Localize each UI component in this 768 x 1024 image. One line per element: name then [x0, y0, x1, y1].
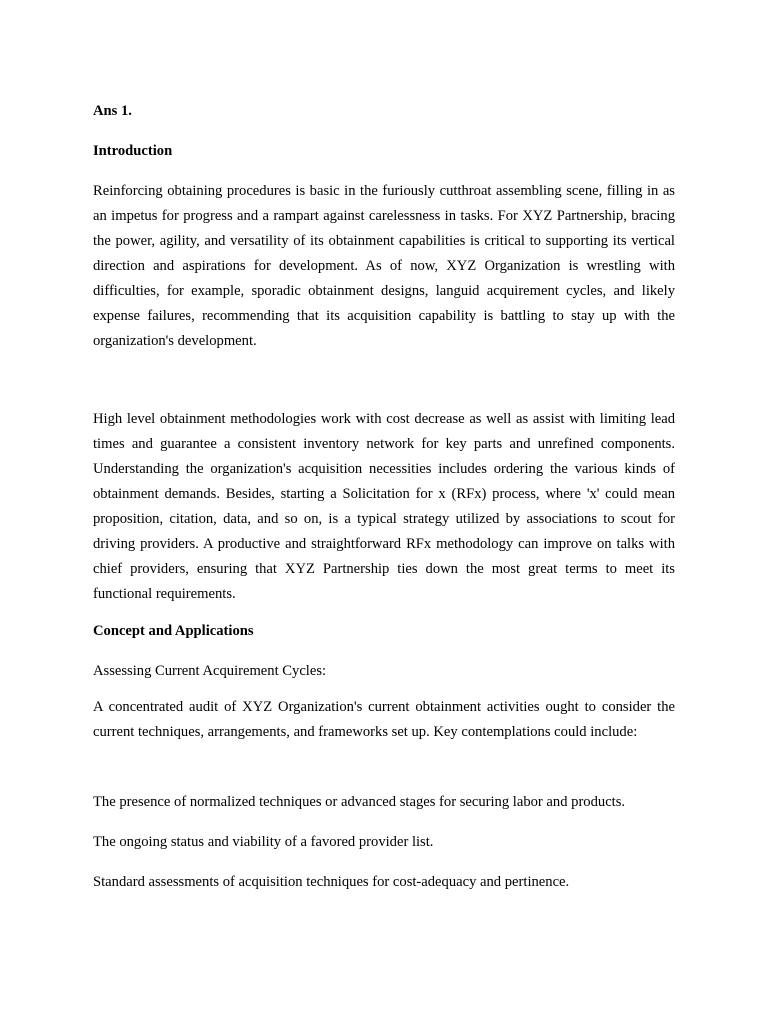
- consideration-item-1: The presence of normalized techniques or advanced stages for securing labor and products.: [93, 794, 626, 810]
- consideration-item-3: Standard assessments of acquisition techniques for cost-adequacy and pertinence.: [93, 874, 570, 890]
- introduction-heading: Introduction: [93, 143, 173, 159]
- concept-heading: Concept and Applications: [93, 623, 254, 639]
- intro-paragraph-1: Reinforcing obtaining procedures is basic in the furiously cutthroat assembling scene, filling in as an impetus for progress and a rampart against carelessness in tasks. For XYZ Partnership, bracing the power, agility, and versatility of its obtainment capabilities is critical to supporting its vertical direction and aspirations for development. As of now, XYZ Organization is wrestling with difficulties, for example, sporadic obtainment designs, languid acquirement cycles, and likely expense failures, recommending that its acquisition capability is battling to stay up with the organization's development.: [93, 183, 675, 349]
- audit-paragraph: A concentrated audit of XYZ Organization's current obtainment activities ought to consider the current techniques, arrangements, and frameworks set up. Key contemplations could include:: [93, 699, 675, 740]
- answer-label: Ans 1.: [93, 103, 132, 119]
- assessing-subheading: Assessing Current Acquirement Cycles:: [93, 663, 327, 679]
- consideration-item-2: The ongoing status and viability of a favored provider list.: [93, 834, 434, 850]
- intro-paragraph-2: High level obtainment methodologies work with cost decrease as well as assist with limiting lead times and guarantee a consistent inventory network for key parts and unrefined components. Understanding the organization's acquisition necessities includes ordering the various kinds of obtainment demands. Besides, starting a Solicitation for x (RFx) process, where 'x' could mean proposition, citation, data, and so on, is a typical strategy utilized by associations to scout for driving providers. A productive and straightforward RFx methodology can improve on talks with chief providers, ensuring that XYZ Partnership ties down the most great terms to meet its functional requirements.: [93, 411, 675, 602]
- document-page: [93, 102, 675, 891]
